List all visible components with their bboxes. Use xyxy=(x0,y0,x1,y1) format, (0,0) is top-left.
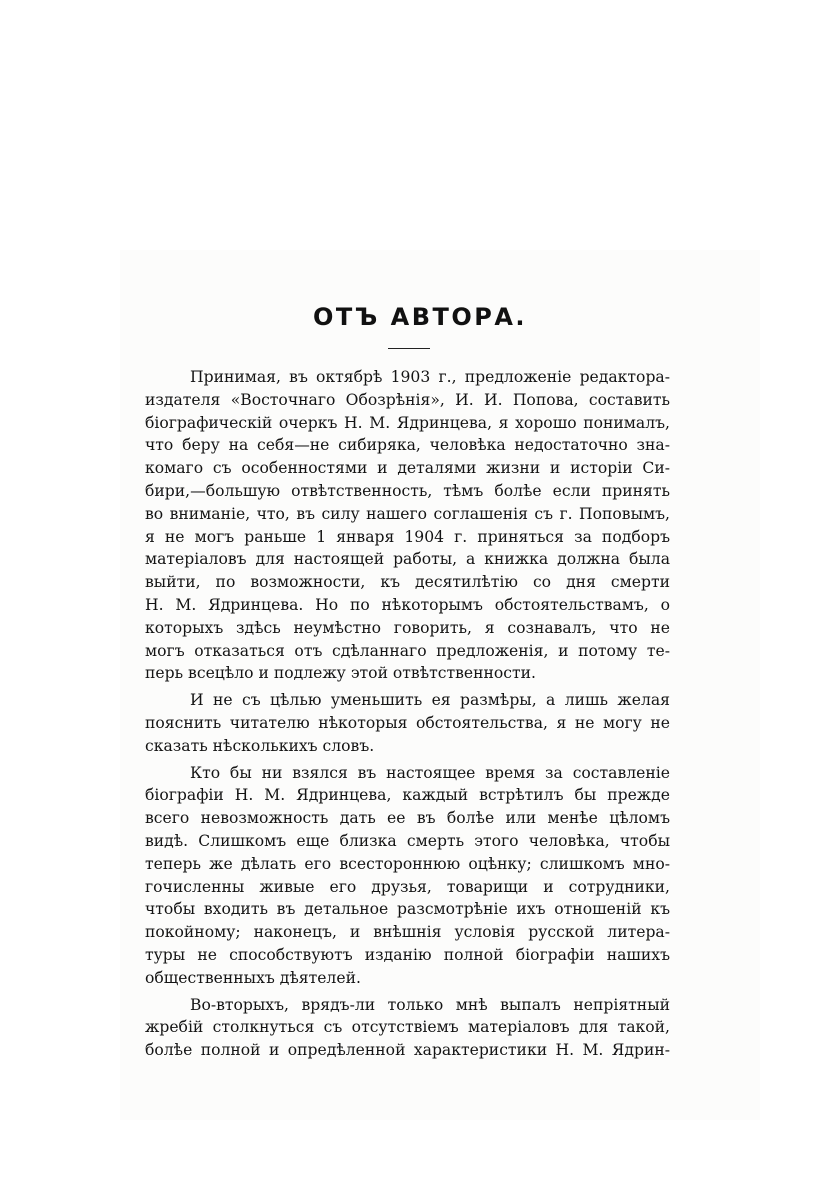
text-line: болѣе полной и опредѣленной характеристики Н. М. Ядрин- xyxy=(145,1041,670,1060)
text-line: Н. М. Ядринцева. Но по нѣкоторымъ обстоятельствамъ, о xyxy=(145,595,670,614)
text-line: во вниманіе, что, въ силу нашего соглашенія съ г. Поповымъ, xyxy=(145,504,670,523)
body-text xyxy=(145,366,670,1066)
title-divider xyxy=(388,348,430,349)
text-line: бири,—большую отвѣтственность, тѣмъ болѣе если принять xyxy=(145,481,670,500)
text-line: покойному; наконецъ, и внѣшнія условія русской литера- xyxy=(145,923,670,942)
text-line: пояснить читателю нѣкоторыя обстоятельства, я не могу не xyxy=(145,713,670,732)
paragraph xyxy=(145,994,670,1062)
text-line: сказать нѣсколькихъ словъ. xyxy=(145,736,375,755)
paragraph xyxy=(145,762,670,990)
text-line: издателя «Восточнаго Обозрѣнія», И. И. Попова, составить xyxy=(145,390,670,409)
text-line: я не могъ раньше 1 января 1904 г. приняться за подборъ xyxy=(145,527,670,546)
text-line: матеріаловъ для настоящей работы, а книжка должна была xyxy=(145,550,670,569)
text-line: видѣ. Слишкомъ еще близка смерть этого человѣка, чтобы xyxy=(145,831,670,850)
paragraph xyxy=(145,689,670,757)
text-line: Кто бы ни взялся въ настоящее время за составленіе xyxy=(190,763,670,782)
text-line: біографіи Н. М. Ядринцева, каждый встрѣтилъ бы прежде xyxy=(145,786,670,805)
text-line: біографическій очеркъ Н. М. Ядринцева, я хорошо понималъ, xyxy=(145,413,670,432)
text-line: И не съ цѣлью уменьшить ея размѣры, а лишь желая xyxy=(190,691,670,710)
text-line: что беру на себя—не сибиряка, человѣка недостаточно зна- xyxy=(145,436,670,455)
text-line: всего невозможность дать ее въ болѣе или менѣе цѣломъ xyxy=(145,809,670,828)
text-line: могъ отказаться отъ сдѣланнаго предложенія, и потому те- xyxy=(145,641,670,660)
text-line: гочисленны живые его друзья, товарищи и сотрудники, xyxy=(145,877,670,896)
text-line: теперь же дѣлать его всестороннюю оцѣнку; слишкомъ мно- xyxy=(145,854,670,873)
text-line: Принимая, въ октябрѣ 1903 г., предложеніе редактора- xyxy=(190,368,670,386)
page-title: ОТЪ АВТОРА. xyxy=(312,303,528,331)
text-line: жребій столкнуться съ отсутствіемъ матеріаловъ для такой, xyxy=(145,1018,670,1037)
text-line: туры не способствуютъ изданію полной біографіи нашихъ xyxy=(145,945,670,964)
text-line: комаго съ особенностями и деталями жизни и исторіи Си- xyxy=(145,459,670,478)
text-line: чтобы входить въ детальное разсмотрѣніе ихъ отношеній къ xyxy=(145,900,670,919)
text-line: Во-вторыхъ, врядъ-ли только мнѣ выпалъ непріятный xyxy=(190,995,670,1014)
text-line: выйти, по возможности, къ десятилѣтію со дня смерти xyxy=(145,573,670,592)
text-line: перь всецѣло и подлежу этой отвѣтственности. xyxy=(145,664,536,683)
text-line: общественныхъ дѣятелей. xyxy=(145,968,361,987)
paragraph xyxy=(145,366,670,685)
text-line: которыхъ здѣсь неумѣстно говорить, я сознавалъ, что не xyxy=(145,618,670,637)
